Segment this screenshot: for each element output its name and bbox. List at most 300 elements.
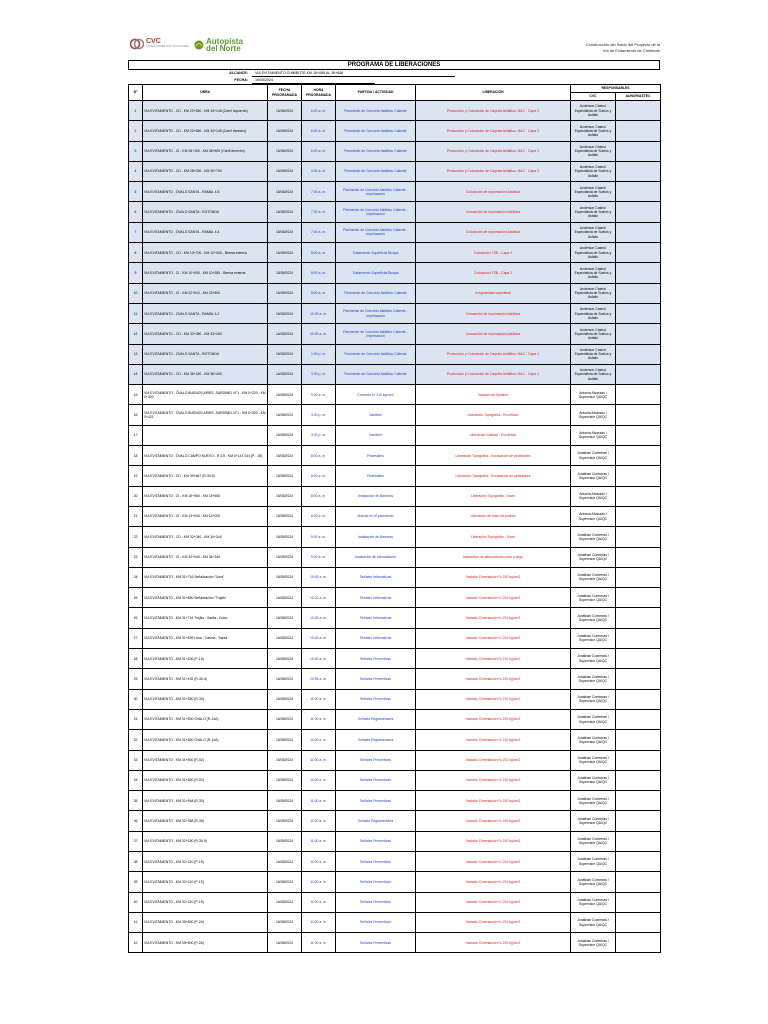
table-row — [129, 811, 661, 831]
table-row — [129, 243, 661, 263]
table-row — [129, 101, 661, 121]
row-hora: 11:00 a. m. — [302, 872, 336, 892]
project-title-line1: Construcción del Saldo del Proyecto de la — [585, 42, 660, 47]
row-number: 3 — [129, 141, 143, 161]
row-obra: VIA EVITAMIENTO - ÓVALO SANTA - RAMAL 4.4 — [143, 222, 268, 242]
table-row — [129, 182, 661, 202]
row-obra: VIA EVITAMIENTO - KM 31+890 Señalización "Trujillo" — [143, 588, 268, 608]
row-auno — [616, 831, 661, 851]
row-liberacion: Liberación Calidad - Encofrado — [416, 425, 571, 445]
project-title — [510, 42, 660, 53]
row-fecha: 16/05/2024 — [268, 567, 302, 587]
row-partida: Instalación de Barreras — [336, 527, 416, 547]
row-fecha: 16/05/2024 — [268, 303, 302, 323]
row-partida: Pavimento de Concreto Asfáltico Caliente — [336, 141, 416, 161]
autopista-logo — [194, 38, 243, 52]
row-obra: VIA EVITAMIENTO - KM 32+368 (R-30) — [143, 811, 268, 831]
row-liberacion: Vaciado Cimentación f'c 210 kg/cm2 — [416, 933, 571, 953]
meta-fecha — [128, 77, 660, 84]
row-cvc: Antonia Alvarado / Supervisor QA/QC — [571, 425, 616, 445]
row-fecha: 16/05/2024 — [268, 588, 302, 608]
table-row — [129, 344, 661, 364]
row-hora: 8:00 a. m. — [302, 466, 336, 486]
row-cvc: Jonathan Contreras / Supervisor QA/QC — [571, 588, 616, 608]
table-row — [129, 527, 661, 547]
row-fecha: 16/05/2024 — [268, 385, 302, 405]
row-number: 27 — [129, 628, 143, 648]
row-liberacion: Vaciado Cimentación f'c 210 kg/cm2 — [416, 892, 571, 912]
row-liberacion: Liberación Topografía - Excavación de pedestales — [416, 446, 571, 466]
row-liberacion: Vaciado Cimentación f'c 210 kg/cm2 — [416, 811, 571, 831]
row-obra — [143, 425, 268, 445]
row-auno — [616, 506, 661, 526]
row-obra: VIA EVITAMIENTO - CI - KM 13+000 - KM 14+000 — [143, 506, 268, 526]
row-obra: VIA EVITAMIENTO - CI - KM 28+150 - KM 38+600 (Carril derecho) — [143, 141, 268, 161]
autopista-logo-line1: Autopista — [206, 37, 243, 46]
row-fecha: 16/05/2024 — [268, 527, 302, 547]
row-cvc: Jonathan Contreras / Supervisor QA/QC — [571, 709, 616, 729]
row-auno — [616, 791, 661, 811]
row-fecha: 16/05/2024 — [268, 608, 302, 628]
row-cvc: Jonathan Contreras / Supervisor QA/QC — [571, 628, 616, 648]
row-fecha: 16/05/2024 — [268, 628, 302, 648]
autopista-logo-line2: del Norte — [206, 44, 241, 53]
table-row — [129, 770, 661, 790]
table-row — [129, 669, 661, 689]
row-partida: Señales Reglamentaria — [336, 811, 416, 831]
row-cvc: Antonia Alvarado / Supervisor QA/QC — [571, 385, 616, 405]
row-hora: 11:00 a. m. — [302, 750, 336, 770]
row-partida: Señales Informativas — [336, 628, 416, 648]
row-liberacion: Colocación de Imprimación Asfáltica — [416, 182, 571, 202]
row-obra: VIA EVITAMIENTO - ÓVALO SANTA - RAMAL 4.2 — [143, 303, 268, 323]
row-fecha: 16/05/2024 — [268, 506, 302, 526]
row-cvc: Anderson Castro/ Especialista de Suelos y Asfalto — [571, 243, 616, 263]
row-auno — [616, 344, 661, 364]
row-liberacion: Producción y Colocación de Carpeta Asfáltica, MAC - Capa 2 — [416, 121, 571, 141]
row-hora: 6:00 a. m. — [302, 141, 336, 161]
row-hora: 10:55 a. m. — [302, 669, 336, 689]
row-number: 1 — [129, 101, 143, 121]
row-obra: VIA EVITAMIENTO - ÓVALO SANTA - ROTONDA — [143, 202, 268, 222]
row-fecha: 16/05/2024 — [268, 649, 302, 669]
table-row — [129, 750, 661, 770]
row-partida: Señales Reglamentaria — [336, 709, 416, 729]
row-number: 20 — [129, 486, 143, 506]
row-liberacion: Colocación de Imprimación Asfáltica — [416, 303, 571, 323]
row-fecha: 16/05/2024 — [268, 811, 302, 831]
row-fecha: 16/05/2024 — [268, 669, 302, 689]
row-number: 22 — [129, 527, 143, 547]
table-row — [129, 730, 661, 750]
row-partida: Señales Preventivas — [336, 851, 416, 871]
row-liberacion: Vaciado Cimentación f'c 210 kg/cm2 — [416, 730, 571, 750]
row-number: 12 — [129, 324, 143, 344]
row-cvc: Anderson Castro/ Especialista de Suelos y Asfalto — [571, 121, 616, 141]
row-hora: 6:00 a. m. — [302, 121, 336, 141]
row-auno — [616, 303, 661, 323]
col-header-n: N° — [129, 85, 143, 101]
row-fecha: 16/05/2024 — [268, 243, 302, 263]
table-row — [129, 649, 661, 669]
row-cvc: Jonathan Contreras / Supervisor QA/QC — [571, 466, 616, 486]
row-obra: VIA EVITAMIENTO - CI - KM 15+060 - KM 15+660 — [143, 486, 268, 506]
col-header-partida: PARTIDA / ACTIVIDAD — [336, 85, 416, 101]
row-auno — [616, 770, 661, 790]
row-fecha: 16/05/2024 — [268, 547, 302, 567]
col-header-responsables: RESPONSABLES — [571, 85, 661, 93]
row-cvc: Jonathan Contreras / Supervisor QA/QC — [571, 750, 616, 770]
row-hora: 10:40 a. m. — [302, 628, 336, 648]
row-obra: VIA EVITAMIENTO - ÓVALO CAMPO NUEVO - R 3.5 - KM 0+147.044 (P - 1B) — [143, 446, 268, 466]
row-fecha: 16/05/2024 — [268, 121, 302, 141]
row-liberacion: Vaciado Cimentación f'c 210 kg/cm2 — [416, 770, 571, 790]
row-number: 37 — [129, 831, 143, 851]
col-header-fecha: FECHA PROGRAMADA — [268, 85, 302, 101]
col-header-hora: HORA PROGRAMADA — [302, 85, 336, 101]
row-partida: Concreto f'c 210 kg/cm2 — [336, 385, 416, 405]
row-hora: 11:00 a. m. — [302, 770, 336, 790]
row-number: 23 — [129, 547, 143, 567]
row-liberacion: Producción y Colocación de Carpeta Asfáltica, MAC - Capa 1 — [416, 141, 571, 161]
row-obra: VIA EVITAMIENTO - KM 31+800 (R-52) — [143, 750, 268, 770]
row-liberacion: Vaciado Cimentación f'c 210 kg/cm2 — [416, 669, 571, 689]
row-partida: Señales Preventivas — [336, 912, 416, 932]
row-cvc: Jonathan Contreras / Supervisor QA/QC — [571, 872, 616, 892]
row-cvc: Anderson Castro/ Especialista de Suelos y Asfalto — [571, 344, 616, 364]
row-auno — [616, 567, 661, 587]
row-auno — [616, 446, 661, 466]
row-liberacion: Vaciado Cimentación f'c 210 kg/cm2 — [416, 588, 571, 608]
row-liberacion: Colocación de Imprimación Asfáltica — [416, 222, 571, 242]
row-number: 8 — [129, 243, 143, 263]
row-partida: Pavimento de Concreto Asfáltico Caliente - Imprimación — [336, 324, 416, 344]
row-cvc: Jonathan Contreras / Supervisor QA/QC — [571, 527, 616, 547]
document-header — [128, 36, 660, 60]
row-hora: 7:00 a. m. — [302, 182, 336, 202]
row-number: 42 — [129, 933, 143, 953]
row-partida: Señales Informativas — [336, 567, 416, 587]
table-row — [129, 831, 661, 851]
row-fecha: 16/05/2024 — [268, 141, 302, 161]
table-row — [129, 912, 661, 932]
table-row — [129, 425, 661, 445]
row-partida: Pedestales — [336, 466, 416, 486]
row-number: 36 — [129, 811, 143, 831]
row-hora: 11:00 a. m. — [302, 892, 336, 912]
row-number: 28 — [129, 649, 143, 669]
row-fecha: 16/05/2024 — [268, 851, 302, 871]
row-fecha: 16/05/2024 — [268, 892, 302, 912]
row-fecha: 16/05/2024 — [268, 283, 302, 303]
row-partida: Pavimento de Concreto Asfáltico Caliente - Imprimación — [336, 222, 416, 242]
row-hora: 7:30 a. m. — [302, 202, 336, 222]
table-row — [129, 689, 661, 709]
row-liberacion: Vaciado Cimentación f'c 210 kg/cm2 — [416, 709, 571, 729]
row-partida: Pavimento de Concreto Asfáltico Caliente - Imprimación — [336, 303, 416, 323]
row-number: 19 — [129, 466, 143, 486]
row-fecha: 16/05/2024 — [268, 730, 302, 750]
row-hora: 8:00 a. m. — [302, 446, 336, 466]
fecha-value: 16/05/2024 — [252, 77, 375, 84]
row-auno — [616, 101, 661, 121]
table-row — [129, 872, 661, 892]
row-liberacion: Liberación Topografía - Excavación de pedestales — [416, 466, 571, 486]
row-obra: VIA EVITAMIENTO - KM 31+432 (R-30-4) — [143, 669, 268, 689]
row-auno — [616, 364, 661, 384]
row-number: 6 — [129, 202, 143, 222]
row-liberacion: Vaciado Cimentación f'c 210 kg/cm2 — [416, 831, 571, 851]
row-obra: VIA EVITAMIENTO - KM 31+895 Lima - Casma - Santa — [143, 628, 268, 648]
row-auno — [616, 628, 661, 648]
col-header-obra: OBRA — [143, 85, 268, 101]
row-hora: 8:00 a. m. — [302, 243, 336, 263]
row-fecha: 16/05/2024 — [268, 446, 302, 466]
row-auno — [616, 912, 661, 932]
table-row — [129, 892, 661, 912]
row-cvc: Jonathan Contreras / Supervisor QA/QC — [571, 892, 616, 912]
row-obra: VIA EVITAMIENTO - KM 31+400 (P-1S) — [143, 649, 268, 669]
row-hora: 11:00 a. m. — [302, 709, 336, 729]
row-obra: VIA EVITAMIENTO - ÓVALO SANTA - RAMAL 4.5 — [143, 182, 268, 202]
row-number: 5 — [129, 182, 143, 202]
row-obra: VIA EVITAMIENTO - CI - KM 22+010 - KM 23+600 — [143, 283, 268, 303]
row-fecha: 16/05/2024 — [268, 912, 302, 932]
project-title-line2: Vía de Evitamiento de Chimbote — [602, 47, 660, 53]
row-auno — [616, 649, 661, 669]
row-partida: Pedestales — [336, 446, 416, 466]
row-auno — [616, 730, 661, 750]
row-hora: 10:00 a. m. — [302, 303, 336, 323]
alcance-label: ALCANCE: — [229, 71, 248, 75]
row-obra: VIA EVITAMIENTO - ÓVALO BUENOS AIRES -SARDINEL N°1 - KM 0+320 - KM 0+422 — [143, 405, 268, 425]
row-fecha: 16/05/2024 — [268, 770, 302, 790]
document-title: PROGRAMA DE LIBERACIONES — [128, 60, 660, 70]
table-row — [129, 506, 661, 526]
row-hora: 10:30 a. m. — [302, 608, 336, 628]
row-hora: 10:00 a. m. — [302, 567, 336, 587]
row-partida: Señales Reglamentaria — [336, 730, 416, 750]
row-partida: Pavimento de Concreto Asfáltico Caliente — [336, 161, 416, 181]
row-number: 29 — [129, 669, 143, 689]
row-auno — [616, 182, 661, 202]
row-liberacion: Irregularidad superficial — [416, 283, 571, 303]
row-partida: Señales Preventivas — [336, 649, 416, 669]
row-liberacion: Liberación Topografía - Trazo — [416, 527, 571, 547]
row-auno — [616, 425, 661, 445]
row-fecha: 16/05/2024 — [268, 689, 302, 709]
row-obra: VIA EVITAMIENTO - KM 32+210 (P-1S) — [143, 851, 268, 871]
row-number: 21 — [129, 506, 143, 526]
table-row — [129, 161, 661, 181]
row-partida: Señales Preventivas — [336, 770, 416, 790]
row-hora: 11:00 a. m. — [302, 689, 336, 709]
row-hora: 11:00 a. m. — [302, 933, 336, 953]
row-obra: VIA EVITAMIENTO - ÓVALO SANTA - ROTONDA — [143, 344, 268, 364]
row-hora: 3:30 p. m. — [302, 405, 336, 425]
row-obra: VIA EVITAMIENTO - KM 31+716 Trujillo - Santa - Coisc — [143, 608, 268, 628]
row-auno — [616, 121, 661, 141]
row-auno — [616, 811, 661, 831]
table-row — [129, 791, 661, 811]
table-row — [129, 263, 661, 283]
row-obra: VIA EVITAMIENTO - KM 31+800 ÓVALO (R-14A) — [143, 730, 268, 750]
row-obra: VIA EVITAMIENTO - KM 32+210 (P-1S) — [143, 872, 268, 892]
row-cvc: Antonia Alvarado / Supervisor QA/QC — [571, 506, 616, 526]
row-liberacion: Liberación Topografía - Trazo — [416, 486, 571, 506]
row-fecha: 16/05/2024 — [268, 425, 302, 445]
row-auno — [616, 608, 661, 628]
row-fecha: 16/05/2024 — [268, 933, 302, 953]
row-cvc: Jonathan Contreras / Supervisor QA/QC — [571, 791, 616, 811]
row-auno — [616, 202, 661, 222]
row-auno — [616, 466, 661, 486]
table-row — [129, 446, 661, 466]
row-cvc: Anderson Castro/ Especialista de Suelos y Asfalto — [571, 101, 616, 121]
row-hora: 8:30 a. m. — [302, 506, 336, 526]
table-row — [129, 222, 661, 242]
row-number: 39 — [129, 872, 143, 892]
row-partida: Pavimento de Concreto Asfáltico Caliente — [336, 344, 416, 364]
row-hora: 11:00 a. m. — [302, 791, 336, 811]
table-row — [129, 851, 661, 871]
row-partida: Señales Informativas — [336, 588, 416, 608]
row-cvc: Jonathan Contreras / Supervisor QA/QC — [571, 933, 616, 953]
row-number: 30 — [129, 689, 143, 709]
table-row — [129, 466, 661, 486]
row-hora: 9:00 a. m. — [302, 527, 336, 547]
row-number: 32 — [129, 730, 143, 750]
row-cvc: Jonathan Contreras / Supervisor QA/QC — [571, 831, 616, 851]
row-auno — [616, 872, 661, 892]
row-partida: Señales Preventivas — [336, 872, 416, 892]
row-number: 40 — [129, 892, 143, 912]
row-cvc: Anderson Castro/ Especialista de Suelos y Asfalto — [571, 303, 616, 323]
row-obra: VIA EVITAMIENTO - CD - KM 10+700 - KM 12+000 - Berma externa — [143, 243, 268, 263]
row-hora: 9:00 a. m. — [302, 547, 336, 567]
row-fecha: 16/05/2024 — [268, 872, 302, 892]
row-partida: Tratamiento Superficial Bicapa — [336, 263, 416, 283]
row-fecha: 16/05/2024 — [268, 222, 302, 242]
row-cvc: Jonathan Contreras / Supervisor QA/QC — [571, 851, 616, 871]
row-obra: VIA EVITAMIENTO - KM 31+800 (R-52) — [143, 770, 268, 790]
row-number: 11 — [129, 303, 143, 323]
row-fecha: 16/05/2024 — [268, 161, 302, 181]
row-hora: 10:50 a. m. — [302, 649, 336, 669]
row-obra: VIA EVITAMIENTO - CD - KM 32+040 - KM 34+340 — [143, 527, 268, 547]
row-liberacion: Vaciado Cimentación f'c 210 kg/cm2 — [416, 649, 571, 669]
row-liberacion: Vaciado Cimentación f'c 210 kg/cm2 — [416, 608, 571, 628]
table-row — [129, 364, 661, 384]
table-row — [129, 385, 661, 405]
row-partida: Señales Preventivas — [336, 831, 416, 851]
row-auno — [616, 283, 661, 303]
row-number: 31 — [129, 709, 143, 729]
row-hora: 11:00 a. m. — [302, 811, 336, 831]
table-row — [129, 405, 661, 425]
row-partida: Instalación de Atenuadores — [336, 547, 416, 567]
row-hora: 3:30 p. m. — [302, 425, 336, 445]
row-hora: 8:00 a. m. — [302, 283, 336, 303]
row-cvc: Jonathan Contreras / Supervisor QA/QC — [571, 770, 616, 790]
row-cvc: Jonathan Contreras / Supervisor QA/QC — [571, 730, 616, 750]
row-auno — [616, 709, 661, 729]
row-cvc: Jonathan Contreras / Supervisor QA/QC — [571, 608, 616, 628]
row-fecha: 16/05/2024 — [268, 750, 302, 770]
row-partida: Pavimento de Concreto Asfáltico Caliente - Imprimación — [336, 202, 416, 222]
row-hora: 1:30 p. m. — [302, 344, 336, 364]
row-fecha: 16/05/2024 — [268, 486, 302, 506]
row-cvc: Jonathan Contreras / Supervisor QA/QC — [571, 689, 616, 709]
row-auno — [616, 141, 661, 161]
row-number: 7 — [129, 222, 143, 242]
row-partida: Señales Preventivas — [336, 750, 416, 770]
row-cvc: Anderson Castro/ Especialista de Suelos y Asfalto — [571, 364, 616, 384]
table-row — [129, 121, 661, 141]
row-number: 16 — [129, 405, 143, 425]
row-fecha: 16/05/2024 — [268, 405, 302, 425]
row-fecha: 16/05/2024 — [268, 831, 302, 851]
table-row — [129, 547, 661, 567]
row-hora: 10:00 a. m. — [302, 324, 336, 344]
table-body — [129, 101, 661, 953]
row-cvc: Jonathan Contreras / Supervisor QA/QC — [571, 446, 616, 466]
row-number: 14 — [129, 364, 143, 384]
table-row — [129, 567, 661, 587]
autopista-mark-icon — [194, 40, 204, 50]
row-number: 15 — [129, 385, 143, 405]
cvc-mark-icon — [130, 38, 144, 50]
table-row — [129, 324, 661, 344]
row-number: 38 — [129, 851, 143, 871]
row-obra: VIA EVITAMIENTO - CD - KM 32+080 - KM 33+160 — [143, 324, 268, 344]
row-fecha: 16/05/2024 — [268, 364, 302, 384]
row-liberacion: Colocación TSB - Capa 2 — [416, 243, 571, 263]
row-auno — [616, 222, 661, 242]
row-partida: Señales Preventivas — [336, 892, 416, 912]
row-hora: 9:00 a. m. — [302, 385, 336, 405]
row-obra: VIA EVITAMIENTO - CI - KM 32+040 - KM 34+340 — [143, 547, 268, 567]
table-row — [129, 141, 661, 161]
row-partida: Señales Preventivas — [336, 791, 416, 811]
row-number: 26 — [129, 608, 143, 628]
row-fecha: 16/05/2024 — [268, 182, 302, 202]
row-cvc: Jonathan Contreras / Supervisor QA/QC — [571, 811, 616, 831]
row-obra: VIA EVITAMIENTO - KM 31+550 (R-30) — [143, 689, 268, 709]
row-obra: VIA EVITAMIENTO - KM 31+716 Señalización "Lima" — [143, 567, 268, 587]
row-hora: 3:00 p. m. — [302, 364, 336, 384]
row-liberacion: Producción y Colocación de Carpeta Asfáltica, MAC - Capa 1 — [416, 344, 571, 364]
row-obra: VIA EVITAMIENTO - CD - KM 23+650 - KM 34+145 (Carril izquierdo) — [143, 101, 268, 121]
row-hora: 11:00 a. m. — [302, 730, 336, 750]
row-partida: Tratamiento Superficial Bicapa — [336, 243, 416, 263]
row-obra: VIA EVITAMIENTO - KM 31+948 (R-30) — [143, 791, 268, 811]
row-fecha: 16/05/2024 — [268, 791, 302, 811]
row-cvc: Anderson Castro/ Especialista de Suelos y Asfalto — [571, 263, 616, 283]
row-liberacion: Vaciado Cimentación f'c 210 kg/cm2 — [416, 872, 571, 892]
row-auno — [616, 933, 661, 953]
row-hora: 10:20 a. m. — [302, 588, 336, 608]
row-number: 4 — [129, 161, 143, 181]
row-liberacion: Vaciado Cimentación f'c 210 kg/cm2 — [416, 689, 571, 709]
row-liberacion: Vaciado Cimentación f'c 210 kg/cm2 — [416, 851, 571, 871]
row-liberacion: Colocación de Imprimación Asfáltica — [416, 202, 571, 222]
row-cvc: Anderson Castro/ Especialista de Suelos y Asfalto — [571, 161, 616, 181]
table-row — [129, 628, 661, 648]
row-number: 41 — [129, 912, 143, 932]
fecha-label: FECHA: — [234, 78, 248, 82]
row-auno — [616, 750, 661, 770]
